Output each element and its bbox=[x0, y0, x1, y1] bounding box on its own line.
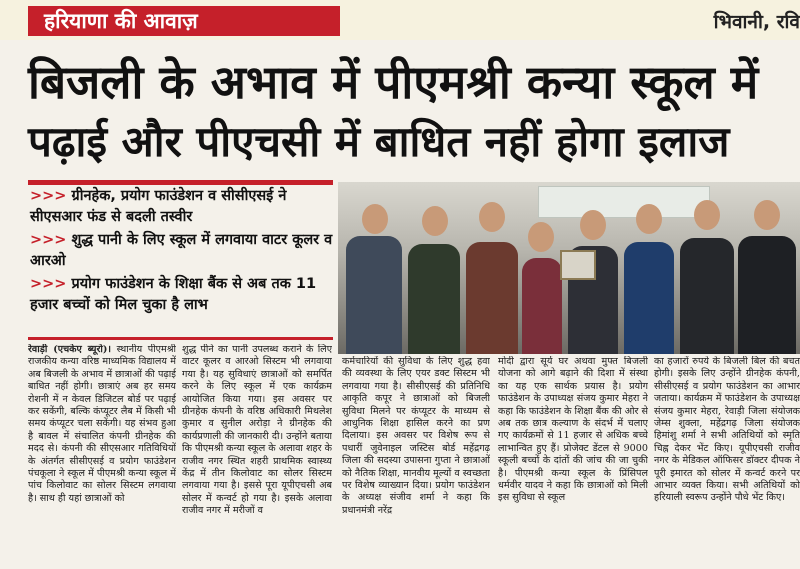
photo-backdrop-banner bbox=[538, 186, 710, 218]
photo-person-head bbox=[754, 200, 780, 230]
photo-person-head bbox=[362, 204, 388, 234]
arrow-icon: >>> bbox=[30, 232, 67, 248]
photo-person-head bbox=[636, 204, 662, 234]
article-column-2: शुद्ध पीने का पानी उपलब्ध कराने के लिए वाटर कूलर व आरओ सिस्टम भी लगवाया गया है। यह सुविधाएं छात्राओं को समर्पित करने के लिए स्कूल में एक कार्यक्रम आयोजित किया गया। इस अवसर पर ग्रीनहेक कंपनी के वरिष्ठ अधिकारी मिथलेश कुमार व सुनील अरोड़ा ने ग्रीनहेक की कार्यप्रणाली की जानकारी दी। उन्होंने बताया कि पीएमश्री कन्या स्कूल के अलावा शहर के राजीव नगर स्थित शहरी प्राथमिक स्वास्थ्य केंद्र में तीन किलोवाट का सोलर सिस्टम लगवाया गया है। इससे पूरा यूपीएचसी अब सोलर में कन्वर्ट हो गया है। इसके अलावा राजीव नगर में मरीजों व bbox=[182, 344, 332, 517]
headline-line-2: पढ़ाई और पीएचसी में बाधित नहीं होगा इलाज bbox=[28, 117, 730, 166]
article-column-3: कर्मचारियों की सुविधा के लिए शुद्ध हवा की व्यवस्था के लिए एयर डक्ट सिस्टम भी लगवाया गया है। सीसीएसई की प्रतिनिधि आकृति कपूर ने छात्राओं को बिजली सुविधा मिलने पर कंप्यूटर के माध्यम से आधुनिक शिक्षा हासिल करने का प्रण दिलाया। इस अवसर पर विशेष रूप से पधारीं जुवेनाइल जस्टिस बोर्ड महेंद्रगढ़ जिला की सदस्या उपासना गुप्ता ने छात्राओं को नैतिक शिक्षा, मानवीय मूल्यों व स्वच्छता पर विशेष व्याख्यान दिया। प्रयोग फाउंडेशन के अध्यक्ष संजीव शर्मा ने कहा कि प्रधानमंत्री नरेंद्र bbox=[342, 356, 490, 516]
kicker-item bbox=[30, 274, 336, 316]
page-header bbox=[0, 0, 800, 40]
award-plaque bbox=[560, 250, 596, 280]
photo-person bbox=[346, 236, 402, 354]
photo-person-head bbox=[580, 210, 606, 240]
dateline: भिवानी, रवि bbox=[713, 11, 800, 33]
event-photo bbox=[338, 182, 800, 354]
kicker-list bbox=[30, 186, 336, 318]
photo-person bbox=[466, 242, 518, 354]
arrow-icon: >>> bbox=[30, 276, 67, 292]
article-column-1 bbox=[28, 344, 176, 557]
photo-person bbox=[624, 242, 674, 354]
photo-person-head bbox=[694, 200, 720, 230]
arrow-icon: >>> bbox=[30, 188, 67, 204]
section-tag: हरियाणा की आवाज़ bbox=[28, 6, 340, 36]
article-column-5: का हजारों रुपये के बिजली बिल की बचत होगी। इसके लिए उन्होंने ग्रीनहेक कंपनी, सीसीएसई व प्रयोग फाउंडेशन का आभार जताया। कार्यक्रम में फाउंडेशन के उपाध्यक्ष संजय कुमार मेहरा, रेवाड़ी जिला संयोजक जेम्स शुक्ला, महेंद्रगढ़ जिला संयोजक हिमांशु शर्मा ने सभी अतिथियों को स्मृति चिह्न देकर भेंट किए। यूपीएचसी राजीव नगर के मेडिकल ऑफिसर डॉक्टर दीपक ने पूरी इमारत को सोलर में कन्वर्ट करने पर आभार व्यक्त किया। सभी अतिथियों को हरियाली स्वरूप उन्होंने पौधे भेंट किए। bbox=[654, 356, 800, 504]
photo-person bbox=[408, 244, 460, 354]
kicker-text: ग्रीनहेक, प्रयोग फाउंडेशन व सीसीएसई ने सीएसआर फंड से बदली तस्वीर bbox=[30, 188, 287, 225]
article-column-4: मोदी द्वारा सूर्य घर अथवा मुफ्त बिजली योजना को आगे बढ़ाने की दिशा में संस्था का यह एक सार्थक प्रयास है। प्रयोग फाउंडेशन के उपाध्यक्ष संजय कुमार मेहरा ने कहा कि फाउंडेशन के शिक्षा बैंक की ओर से अब तक छात्र कल्याण के संदर्भ में चलाए गए कार्यक्रमों से 11 हजार से अधिक बच्चे लाभान्वित हुए हैं। प्रोजेक्ट डेंटल से 9000 स्कूली बच्चों के दांतों की जांच की जा चुकी है। पीएमश्री कन्या स्कूल के प्रिंसिपल धर्मवीर यादव ने कहा कि छात्राओं को मिली इस सुविधा से स्कूल bbox=[498, 356, 648, 504]
photo-person-head bbox=[479, 202, 505, 232]
photo-person-head bbox=[422, 206, 448, 236]
photo-person-head bbox=[528, 222, 554, 252]
kicker-top-rule bbox=[28, 180, 333, 185]
photo-person bbox=[738, 236, 796, 354]
photo-person bbox=[680, 238, 734, 354]
article-dateline: रेवाड़ी (एचकेए ब्यूरो)। bbox=[28, 344, 112, 355]
headline-line-1: बिजली के अभाव में पीएमश्री कन्या स्कूल में bbox=[28, 55, 759, 109]
photo-person bbox=[522, 258, 562, 354]
kicker-text: प्रयोग फाउंडेशन के शिक्षा बैंक से अब तक 11 हजार बच्चों को मिल चुका है लाभ bbox=[30, 276, 317, 313]
kicker-text: शुद्ध पानी के लिए स्कूल में लगवाया वाटर कूलर व आरओ bbox=[30, 232, 333, 269]
kicker-item bbox=[30, 230, 336, 272]
article-text: स्थानीय पीएमश्री राजकीय कन्या वरिष्ठ माध्यमिक विद्यालय में अब बिजली के अभाव में छात्राओं की पढ़ाई बाधित नहीं होगी। छात्राएं अब हर समय रोशनी में न केवल डिजिटल बोर्ड पर पढ़ाई कर सकेंगी, बल्कि कंप्यूटर लैब में किसी भी समय कंप्यूटर चला सकेंगी। यह संभव हुआ है बावल में संचालित कंपनी ग्रीनहेक की मदद से। कंपनी की सीएसआर गतिविधियों के अंतर्गत सीसीएसई व प्रयोग फाउंडेशन पंचकूला ने स्कूल में पीएमश्री कन्या स्कूल में पांच किलोवाट का सोलर सिस्टम लगवाया है। साथ ही यहां छात्राओं को bbox=[28, 344, 176, 504]
kicker-item bbox=[30, 186, 336, 228]
kicker-bottom-rule bbox=[28, 337, 333, 340]
article-body bbox=[28, 344, 800, 557]
